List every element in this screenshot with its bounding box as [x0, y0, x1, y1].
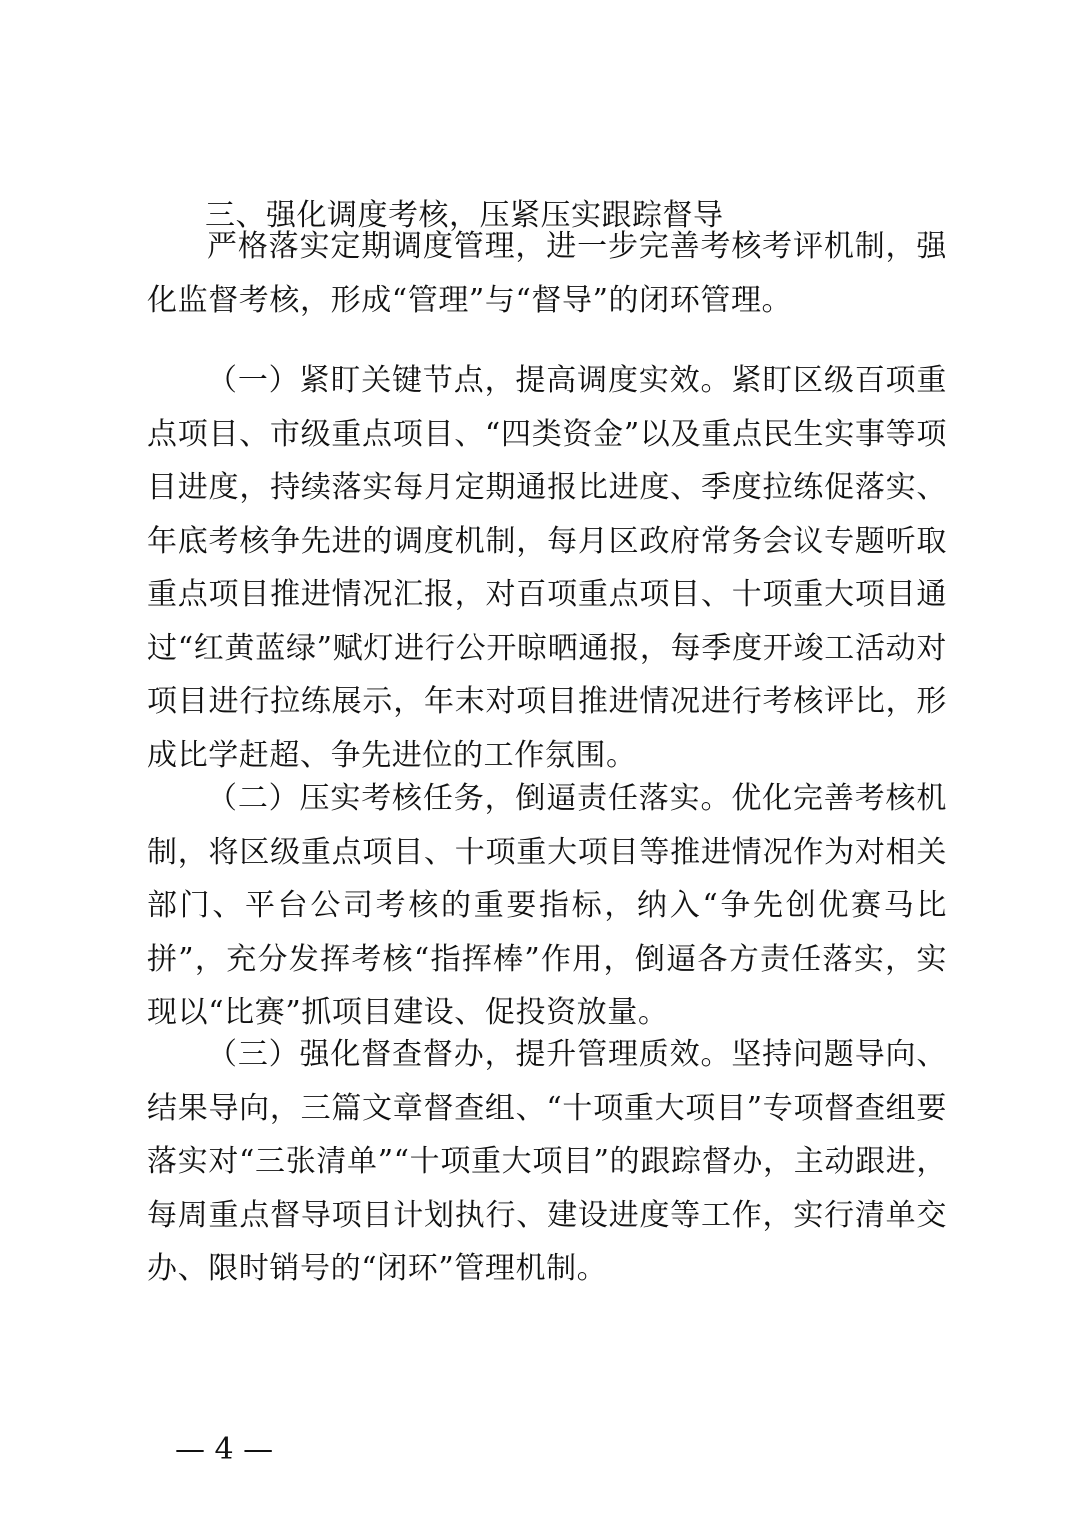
item-lead-1: （一）紧盯关键节点，提高调度实效。 — [207, 363, 732, 398]
item-paragraph-2 — [147, 772, 947, 1040]
page-number: — 4 — — [175, 1432, 274, 1467]
item-text-2: 优化完善考核机制，将区级重点项目、十项重大项目等推进情况作为对相关部门、平台公司考核的重要指标，纳入“争先创优赛马比拼”，充分发挥考核“指挥棒”作用，倒逼各方责任落实，实现以“比赛”抓项目建设、促投资放量。 — [147, 781, 948, 1030]
item-text-3: 坚持问题导向、结果导向，三篇文章督查组、“十项重大项目”专项督查组要落实对“三张清单”“十项重大项目”的跟踪督办，主动跟进，每周重点督导项目计划执行、建设进度等工作，实行清单交办、限时销号的“闭环”管理机制。 — [147, 1037, 948, 1286]
item-text-1: 紧盯区级百项重点项目、市级重点项目、“四类资金”以及重点民生实事等项目进度，持续落实每月定期通报比进度、季度拉练促落实、年底考核争先进的调度机制，每月区政府常务会议专题听取重点项目推进情况汇报，对百项重点项目、十项重大项目通过“红黄蓝绿”赋灯进行公开晾晒通报，每季度开竣工活动对项目进行拉练展示，年末对项目推进情况进行考核评比，形成比学赶超、争先进位的工作氛围。 — [147, 363, 948, 773]
item-paragraph-1 — [147, 354, 947, 782]
intro-paragraph: 严格落实定期调度管理，进一步完善考核考评机制，强化监督考核，形成“管理”与“督导”的闭环管理。 — [147, 229, 947, 318]
item-paragraph-3 — [147, 1028, 947, 1296]
section-heading: 三、强化调度考核，压紧压实跟踪督导 — [205, 198, 724, 233]
item-lead-3: （三）强化督查督办，提升管理质效。 — [207, 1037, 732, 1072]
item-lead-2: （二）压实考核任务，倒逼责任落实。 — [207, 781, 732, 816]
